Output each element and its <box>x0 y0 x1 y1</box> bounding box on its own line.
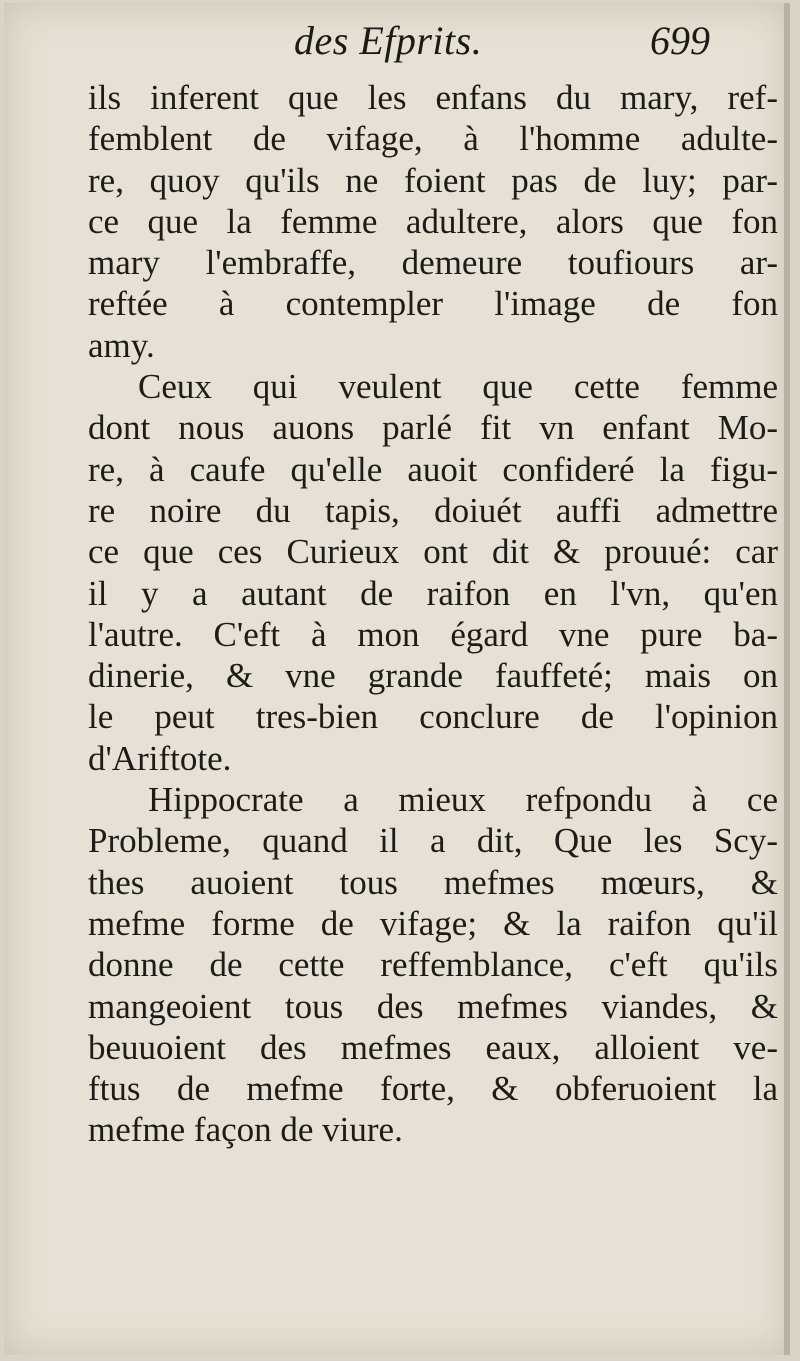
text-line: ils inferent que les enfans du mary, ref- <box>88 78 778 117</box>
text-line: mefme forme de vifage; & la raifon qu'il <box>88 903 778 943</box>
text-line: il y a autant de raifon en l'vn, qu'en <box>88 573 778 613</box>
page-header <box>4 17 790 65</box>
page-edge <box>784 3 790 1355</box>
text-line: mangeoient tous des mefmes viandes, & <box>88 986 778 1026</box>
text-line: donne de cette reffemblance, c'eft qu'ils <box>88 945 778 985</box>
text-line: mefme façon de viure. <box>88 1110 403 1150</box>
text-line: re, à caufe qu'elle auoit confideré la figu- <box>88 449 778 489</box>
page-number: 699 <box>650 18 710 63</box>
body-text <box>88 77 778 1151</box>
text-line: beuuoient des mefmes eaux, alloient ve- <box>88 1027 778 1067</box>
text-line: d'Ariftote. <box>88 738 232 778</box>
text-line: thes auoient tous mefmes mœurs, & <box>88 862 778 902</box>
text-line: ce que la femme adultere, alors que fon <box>88 201 778 241</box>
text-line: l'autre. C'eft à mon égard vne pure ba- <box>88 614 778 654</box>
text-line: dont nous auons parlé fit vn enfant Mo- <box>88 408 778 448</box>
text-line: reftée à contempler l'image de fon <box>88 284 778 324</box>
text-line: le peut tres-bien conclure de l'opinion <box>88 697 778 737</box>
paragraph-first-line: Ceux qui veulent que cette femme <box>138 367 778 407</box>
text-line: mary l'embraffe, demeure toufiours ar- <box>88 243 778 283</box>
paragraph-first-line: Hippocrate a mieux refpondu à ce <box>148 780 778 820</box>
running-title: des Efprits. <box>294 18 483 63</box>
text-line: femblent de vifage, à l'homme adulte- <box>88 119 778 159</box>
book-page <box>4 3 790 1355</box>
text-line: amy. <box>88 325 155 365</box>
text-line: dinerie, & vne grande fauffeté; mais on <box>88 656 778 696</box>
text-line: re noire du tapis, doiuét auffi admettre <box>88 490 778 530</box>
text-line: ce que ces Curieux ont dit & prouué: car <box>88 532 778 572</box>
text-line: re, quoy qu'ils ne foient pas de luy; par- <box>88 160 778 200</box>
text-line: Probleme, quand il a dit, Que les Scy- <box>88 821 778 861</box>
text-line: ftus de mefme forte, & obferuoient la <box>88 1069 778 1109</box>
